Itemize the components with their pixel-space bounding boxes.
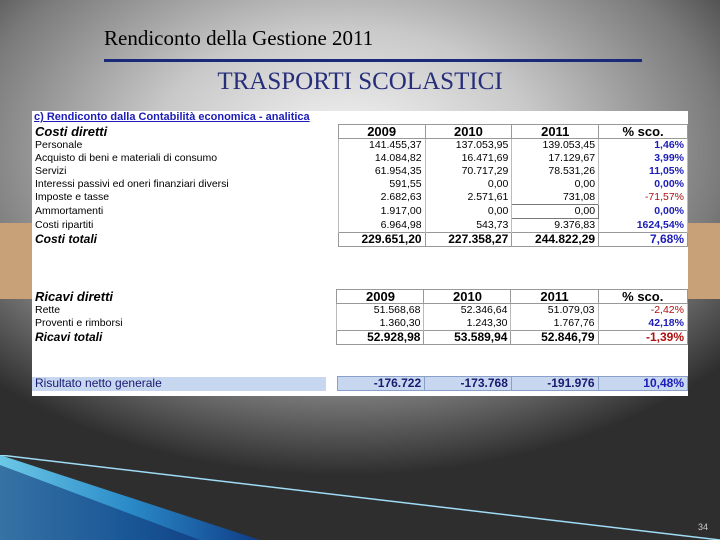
- page-number: 34: [697, 522, 708, 532]
- cell-2011: 731,08: [512, 191, 599, 205]
- header-2010: 2010: [424, 290, 511, 304]
- row-label: Ammortamenti: [35, 205, 104, 217]
- total-2011: 52.846,79: [511, 331, 598, 345]
- table-row: [32, 304, 688, 318]
- cell-2011: 51.079,03: [511, 304, 598, 318]
- cell-2011: 9.376,83: [512, 219, 599, 233]
- total-2011: 244.822,29: [512, 233, 599, 247]
- total-2010: 53.589,94: [424, 331, 511, 345]
- costs-total-row: [32, 233, 688, 247]
- row-label: Acquisto di beni e materiali di consumo: [35, 152, 218, 164]
- row-label: Servizi: [35, 165, 67, 177]
- cell-2011: 139.053,45: [512, 139, 599, 153]
- cell-2010: 137.053,95: [425, 139, 512, 153]
- header-2010: 2010: [425, 125, 512, 139]
- total-label: Costi totali: [35, 232, 97, 246]
- cell-2009: 1.360,30: [337, 317, 424, 331]
- row-label: Costi ripartiti: [35, 219, 94, 231]
- header-2009: 2009: [338, 125, 425, 139]
- row-label: Interessi passivi ed oneri finanziari diversi: [35, 178, 229, 190]
- result-2009: -176.722: [338, 377, 425, 391]
- cell-2009: 591,55: [338, 178, 425, 191]
- table-row: [32, 178, 688, 191]
- cell-2009: 141.455,37: [338, 139, 425, 153]
- table-row: [32, 152, 688, 165]
- cell-2011: 17.129,67: [512, 152, 599, 165]
- cell-2010: 0,00: [425, 178, 512, 191]
- cell-2011: 1.767,76: [511, 317, 598, 331]
- cell-pct: 11,05%: [599, 165, 688, 178]
- total-pct: 7,68%: [599, 233, 688, 247]
- cell-2009: 6.964,98: [338, 219, 425, 233]
- header-2009: 2009: [337, 290, 424, 304]
- header-2011: 2011: [512, 125, 599, 139]
- row-label: Imposte e tasse: [35, 191, 110, 204]
- row-label: Proventi e rimborsi: [35, 317, 123, 330]
- cell-pct: 3,99%: [599, 152, 688, 165]
- cell-2010: 543,73: [425, 219, 512, 233]
- cell-pct: 1,46%: [599, 139, 688, 153]
- cell-pct: 1624,54%: [599, 219, 688, 233]
- costs-header-row: [32, 125, 688, 139]
- table-row: [32, 139, 688, 153]
- header-2011: 2011: [511, 290, 598, 304]
- result-label: Risultato netto generale: [32, 377, 326, 391]
- spreadsheet: [32, 111, 688, 396]
- cell-2011: 0,00: [512, 205, 599, 219]
- result-2010: -173.768: [425, 377, 512, 391]
- table-row: [32, 191, 688, 205]
- result-pct: 10,48%: [598, 377, 687, 391]
- header-pct: % sco.: [598, 290, 688, 304]
- cell-pct: -71,57%: [599, 191, 688, 205]
- result-table: [32, 376, 688, 391]
- row-label: Rette: [35, 303, 61, 316]
- total-label: Ricavi totali: [35, 330, 103, 344]
- section-title: c) Rendiconto dalla Contabilità economica - analitica: [34, 111, 310, 123]
- slide-subtitle: TRASPORTI SCOLASTICI: [217, 68, 503, 95]
- header-pct: % sco.: [599, 125, 688, 139]
- cell-pct: 0,00%: [599, 178, 688, 191]
- table-row: [32, 205, 688, 219]
- cell-2010: 0,00: [425, 205, 512, 219]
- result-row: [32, 377, 688, 391]
- slide-title: Rendiconto della Gestione 2011: [104, 26, 374, 50]
- cell-2010: 1.243,30: [424, 317, 511, 331]
- cell-2010: 2.571,61: [425, 191, 512, 205]
- revenues-header-label: Ricavi diretti: [35, 289, 114, 304]
- revenues-header-row: [32, 290, 688, 304]
- cell-2009: 1.917,00: [338, 205, 425, 219]
- cell-2011: 0,00: [512, 178, 599, 191]
- cell-2010: 52.346,64: [424, 304, 511, 318]
- cell-pct: 0,00%: [599, 205, 688, 219]
- cell-2010: 16.471,69: [425, 152, 512, 165]
- cell-pct: -2,42%: [598, 304, 688, 318]
- cell-2010: 70.717,29: [425, 165, 512, 178]
- title-underline: [104, 59, 642, 62]
- total-2009: 229.651,20: [338, 233, 425, 247]
- total-2009: 52.928,98: [337, 331, 424, 345]
- table-row: [32, 317, 688, 331]
- decorative-wedge: [0, 455, 720, 540]
- costs-table: [32, 124, 688, 247]
- total-pct: -1,39%: [598, 331, 688, 345]
- costs-header-label: Costi diretti: [35, 124, 108, 139]
- cell-pct: 42,18%: [598, 317, 688, 331]
- cell-2009: 2.682,63: [338, 191, 425, 205]
- table-row: [32, 165, 688, 178]
- row-label: Personale: [35, 138, 83, 151]
- result-2011: -191.976: [511, 377, 598, 391]
- cell-2009: 61.954,35: [338, 165, 425, 178]
- table-row: [32, 219, 688, 233]
- cell-2009: 14.084,82: [338, 152, 425, 165]
- revenues-table: [32, 289, 688, 345]
- total-2010: 227.358,27: [425, 233, 512, 247]
- cell-2011: 78.531,26: [512, 165, 599, 178]
- revenues-total-row: [32, 331, 688, 345]
- cell-2009: 51.568,68: [337, 304, 424, 318]
